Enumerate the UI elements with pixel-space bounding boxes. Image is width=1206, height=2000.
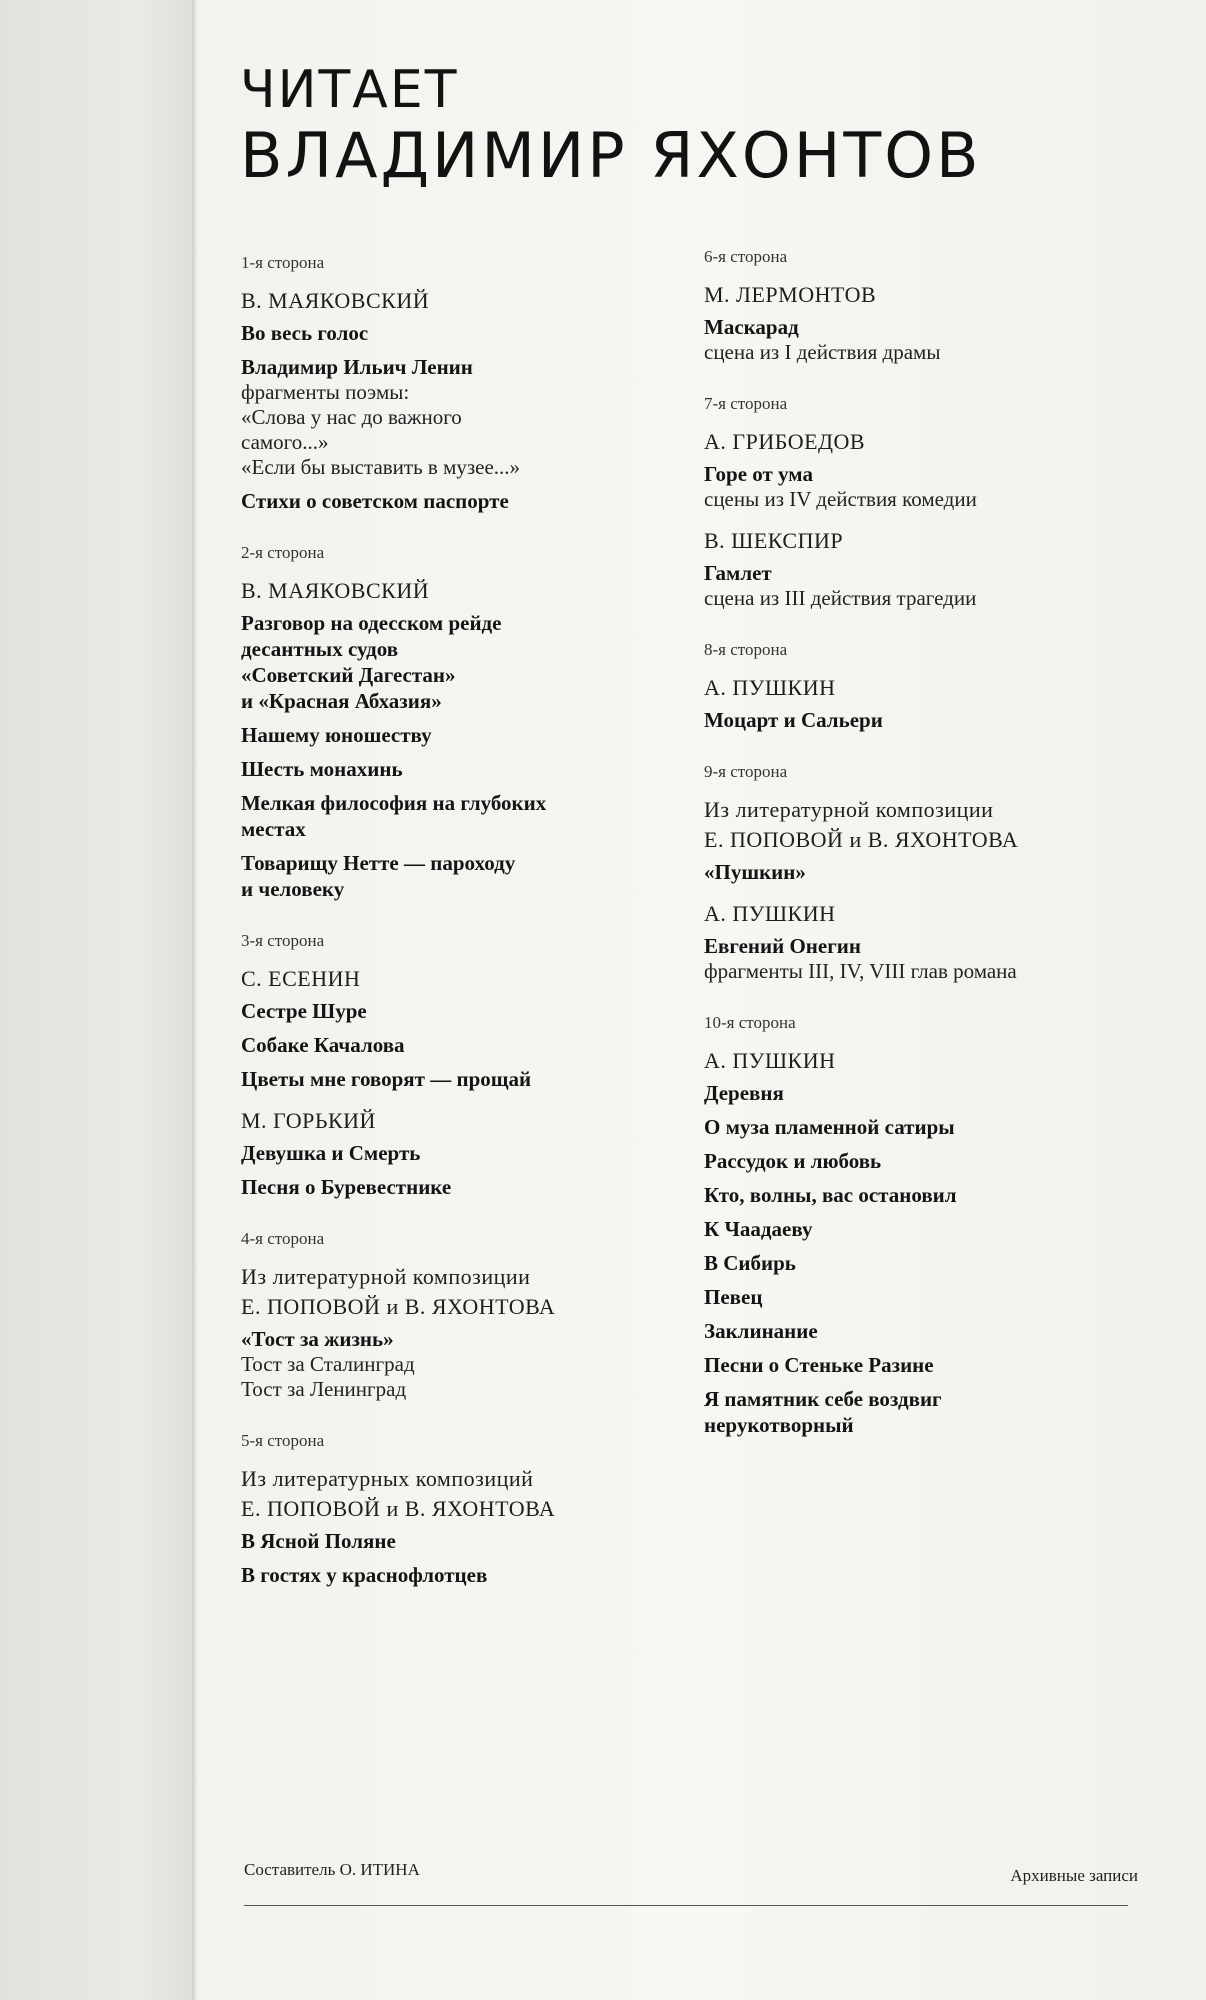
author-name: В. МАЯКОВСКИЙ bbox=[241, 288, 430, 313]
work-item bbox=[241, 1528, 681, 1554]
author-group bbox=[704, 673, 1164, 733]
work-item bbox=[241, 998, 681, 1024]
work-note: фрагменты поэмы: bbox=[241, 380, 410, 404]
author-group bbox=[704, 526, 1164, 611]
side-block bbox=[241, 1228, 681, 1402]
side-label: 7-я сторона bbox=[704, 394, 788, 413]
work-note: сцена из I действия драмы bbox=[704, 340, 941, 364]
side-label: 5-я сторона bbox=[241, 1431, 325, 1450]
work-item bbox=[704, 1114, 1164, 1140]
work-title: Владимир Ильич Ленин bbox=[241, 355, 473, 379]
work-title: Во весь голос bbox=[241, 321, 369, 345]
side-block bbox=[241, 930, 681, 1200]
work-title: Стихи о советском паспорте bbox=[241, 489, 509, 513]
work-item bbox=[704, 707, 1164, 733]
work-title: Моцарт и Сальери bbox=[704, 708, 883, 732]
side-block bbox=[241, 252, 681, 514]
work-title: Евгений Онегин bbox=[704, 934, 861, 958]
work-title: В Сибирь bbox=[704, 1251, 796, 1275]
work-note: сцены из IV действия комедии bbox=[704, 487, 977, 511]
work-item bbox=[704, 1080, 1164, 1106]
work-title: Песни о Стеньке Разине bbox=[704, 1353, 934, 1377]
side-block bbox=[704, 1012, 1164, 1438]
author-group bbox=[241, 1262, 681, 1402]
work-title: «Тост за жизнь» bbox=[241, 1327, 394, 1351]
work-title: Рассудок и любовь bbox=[704, 1149, 882, 1173]
author-name: А. ГРИБОЕДОВ bbox=[704, 429, 866, 454]
side-block bbox=[704, 246, 1164, 365]
author-name: Из литературных композиций Е. ПОПОВОЙ и В. ЯХОНТОВА bbox=[241, 1466, 556, 1521]
work-item bbox=[704, 461, 1164, 512]
work-item bbox=[241, 850, 681, 902]
side-block bbox=[241, 1430, 681, 1588]
work-title: Разговор на одесском рейде десантных судов «Советский Дагестан» и «Красная Абхазия» bbox=[241, 611, 502, 713]
work-item bbox=[241, 756, 681, 782]
side-block bbox=[704, 761, 1164, 984]
left-column bbox=[241, 252, 681, 1616]
work-note: Тост за Сталинград bbox=[241, 1352, 415, 1376]
work-item bbox=[704, 1386, 1164, 1438]
side-label: 3-я сторона bbox=[241, 931, 325, 950]
author-group bbox=[704, 427, 1164, 512]
work-title: Цветы мне говорят — прощай bbox=[241, 1067, 532, 1091]
side-block bbox=[704, 639, 1164, 733]
author-name: С. ЕСЕНИН bbox=[241, 966, 361, 991]
work-title: Мелкая философия на глубоких местах bbox=[241, 791, 547, 841]
work-item bbox=[704, 933, 1164, 984]
author-name: В. ШЕКСПИР bbox=[704, 528, 844, 553]
author-name: М. ЛЕРМОНТОВ bbox=[704, 282, 877, 307]
work-item bbox=[241, 1140, 681, 1166]
author-group bbox=[241, 576, 681, 902]
author-name: А. ПУШКИН bbox=[704, 901, 836, 926]
work-item bbox=[241, 610, 681, 714]
author-name: А. ПУШКИН bbox=[704, 1048, 836, 1073]
work-item bbox=[241, 488, 681, 514]
work-note: «Если бы выставить в музее...» bbox=[241, 455, 521, 479]
folded-flap bbox=[0, 0, 200, 2000]
title-line-2: ВЛАДИМИР ЯХОНТОВ bbox=[240, 119, 982, 192]
work-title: Певец bbox=[704, 1285, 763, 1309]
side-block bbox=[704, 393, 1164, 611]
work-note: сцена из III действия трагедии bbox=[704, 586, 977, 610]
work-title: Песня о Буревестнике bbox=[241, 1175, 452, 1199]
work-title: В гостях у краснофлотцев bbox=[241, 1563, 488, 1587]
author-name: М. ГОРЬКИЙ bbox=[241, 1108, 376, 1133]
work-item bbox=[704, 1284, 1164, 1310]
work-title: Гамлет bbox=[704, 561, 772, 585]
work-item bbox=[704, 1216, 1164, 1242]
author-group bbox=[704, 899, 1164, 984]
work-item bbox=[704, 859, 1164, 885]
work-title: К Чаадаеву bbox=[704, 1217, 813, 1241]
compiler-credit: Составитель О. ИТИНА bbox=[244, 1860, 420, 1879]
work-item bbox=[704, 1182, 1164, 1208]
work-title: В Ясной Поляне bbox=[241, 1529, 396, 1553]
side-label: 2-я сторона bbox=[241, 543, 325, 562]
work-item bbox=[241, 1562, 681, 1588]
author-group bbox=[704, 280, 1164, 365]
work-title: Деревня bbox=[704, 1081, 784, 1105]
author-group bbox=[704, 795, 1164, 885]
work-title: Собаке Качалова bbox=[241, 1033, 405, 1057]
side-label: 8-я сторона bbox=[704, 640, 788, 659]
author-name: Из литературной композиции Е. ПОПОВОЙ и В. ЯХОНТОВА bbox=[241, 1264, 556, 1319]
work-title: Маскарад bbox=[704, 315, 799, 339]
work-title: Горе от ума bbox=[704, 462, 813, 486]
work-item bbox=[241, 1066, 681, 1092]
work-title: Заклинание bbox=[704, 1319, 818, 1343]
work-title: Нашему юношеству bbox=[241, 723, 432, 747]
page-fold bbox=[192, 0, 198, 2000]
right-column bbox=[704, 246, 1164, 1466]
work-title: Сестре Шуре bbox=[241, 999, 367, 1023]
work-note: «Слова у нас до важного bbox=[241, 405, 462, 429]
work-item bbox=[704, 560, 1164, 611]
work-item bbox=[241, 722, 681, 748]
work-title: «Пушкин» bbox=[704, 860, 806, 884]
side-label: 4-я сторона bbox=[241, 1229, 325, 1248]
work-title: Я памятник себе воздвиг нерукотворный bbox=[704, 1387, 942, 1437]
work-title: Девушка и Смерть bbox=[241, 1141, 421, 1165]
work-item bbox=[704, 1318, 1164, 1344]
work-item bbox=[241, 790, 681, 842]
work-item bbox=[241, 1174, 681, 1200]
side-block bbox=[241, 542, 681, 902]
author-group bbox=[704, 1046, 1164, 1438]
work-note: Тост за Ленинград bbox=[241, 1377, 407, 1401]
side-label: 1-я сторона bbox=[241, 253, 325, 272]
footer-rule bbox=[244, 1905, 1128, 1906]
work-title: Шесть монахинь bbox=[241, 757, 403, 781]
work-title: Кто, волны, вас остановил bbox=[704, 1183, 957, 1207]
page-title bbox=[240, 62, 982, 194]
work-title: О муза пламенной сатиры bbox=[704, 1115, 955, 1139]
work-note: самого...» bbox=[241, 430, 329, 454]
author-group bbox=[241, 1106, 681, 1200]
author-name: А. ПУШКИН bbox=[704, 675, 836, 700]
author-group bbox=[241, 286, 681, 514]
archive-note: Архивные записи bbox=[1010, 1866, 1138, 1885]
author-name: Из литературной композиции Е. ПОПОВОЙ и В. ЯХОНТОВА bbox=[704, 797, 1019, 852]
side-label: 6-я сторона bbox=[704, 247, 788, 266]
author-name: В. МАЯКОВСКИЙ bbox=[241, 578, 430, 603]
work-item bbox=[241, 354, 681, 480]
work-item bbox=[241, 1032, 681, 1058]
work-note: фрагменты III, IV, VIII глав романа bbox=[704, 959, 1017, 983]
work-item bbox=[704, 1250, 1164, 1276]
work-item bbox=[704, 1148, 1164, 1174]
work-item bbox=[241, 1326, 681, 1402]
work-title: Товарищу Нетте — пароходу и человеку bbox=[241, 851, 516, 901]
title-line-1: ЧИТАЕТ bbox=[240, 60, 459, 120]
work-item bbox=[241, 320, 681, 346]
work-item bbox=[704, 1352, 1164, 1378]
side-label: 9-я сторона bbox=[704, 762, 788, 781]
author-group bbox=[241, 1464, 681, 1588]
work-item bbox=[704, 314, 1164, 365]
side-label: 10-я сторона bbox=[704, 1013, 796, 1032]
author-group bbox=[241, 964, 681, 1092]
